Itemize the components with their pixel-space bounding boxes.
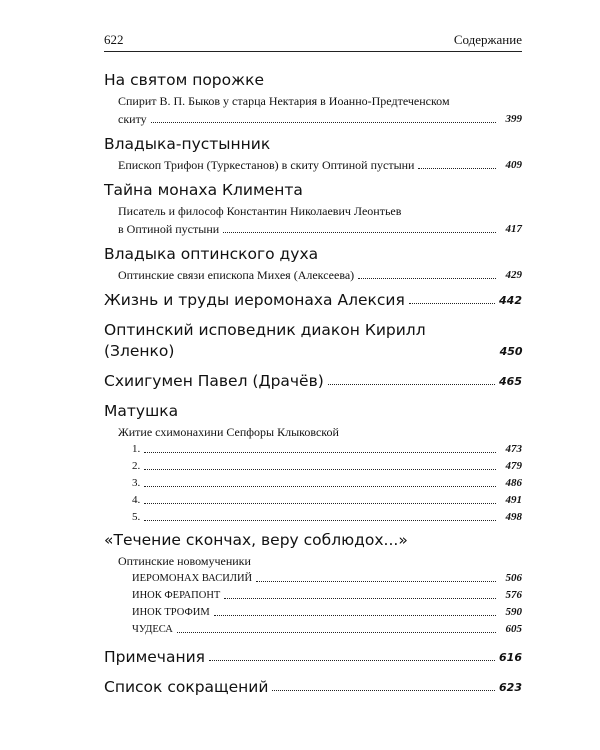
toc-entry-title[interactable] [104,320,522,362]
page-ref: 616 [499,651,522,664]
toc-item[interactable] [104,587,522,604]
toc-item[interactable] [104,458,522,475]
leader-dots [209,660,495,661]
page-ref: 417 [505,223,522,235]
page-ref: 442 [499,294,522,307]
page-ref: 590 [505,606,522,618]
running-title: Содержание [453,32,522,47]
toc-item[interactable] [104,475,522,492]
toc-subentry[interactable] [104,156,522,174]
leader-dots [144,520,496,521]
toc-entry-title[interactable] [104,647,522,668]
item-label: ИЕРОМОНАХ ВАСИЛИЙ [132,573,253,584]
leader-dots [214,615,496,616]
toc-item[interactable] [104,570,522,587]
page-ref: 605 [505,623,522,635]
leader-dots [151,122,496,123]
toc-entry [104,244,522,284]
toc-entry [104,320,522,362]
page-header [104,26,522,52]
toc-title-text: На святом порожке [104,71,264,89]
item-label: ИНОК ТРОФИМ [132,607,210,618]
toc-title-text: Тайна монаха Климента [104,181,303,199]
leader-dots [144,503,496,504]
toc-entry [104,530,522,638]
leader-dots [144,452,496,453]
toc-title-text: Примечания [104,648,205,666]
toc-subentry[interactable] [104,220,522,238]
toc-title-text: Жизнь и труды иеромонаха Алексия [104,291,405,309]
toc-subentry [104,92,522,110]
toc-title-text: «Течение скончах, веру соблюдох...» [104,531,408,549]
item-label: ИНОК ФЕРАПОНТ [132,590,221,601]
toc-item[interactable] [104,492,522,509]
toc-entry [104,134,522,174]
page-ref: 399 [505,113,522,125]
leader-dots [409,303,495,304]
subentry-text: в Оптиной пустыни [118,222,220,236]
toc-subentry [104,423,522,441]
toc-subentry[interactable] [104,110,522,128]
leader-dots [358,278,496,279]
toc-entry [104,647,522,668]
toc-entry [104,677,522,698]
leader-dots [177,632,496,633]
page-ref: 465 [499,375,522,388]
subentry-text: Спирит В. П. Быков у старца Нектария в Иоанно-Предтеченском [118,94,450,108]
item-label: ЧУДЕСА [132,624,173,635]
page-ref: 409 [505,159,522,171]
item-label: 4. [132,494,141,506]
toc-entry-title[interactable] [104,290,522,311]
toc-title-text: Схиигумен Павел (Драчёв) [104,372,324,390]
leader-dots [144,486,496,487]
toc-entry [104,70,522,128]
subentry-text: Житие схимонахини Сепфоры Клыковской [118,425,339,439]
page-number: 622 [104,32,124,47]
toc-item[interactable] [104,509,522,526]
page-ref: 450 [499,345,523,358]
leader-dots [256,581,496,582]
toc-entry [104,401,522,526]
toc-entry-title[interactable] [104,134,522,155]
page-ref: 479 [505,460,522,472]
item-label: 2. [132,460,141,472]
leader-dots [328,384,495,385]
toc-entry-title[interactable] [104,371,522,392]
item-label: 5. [132,511,141,523]
page-ref: 576 [505,589,522,601]
toc-title-text: Владыка-пустынник [104,135,271,153]
toc-title-text: Список сокращений [104,678,269,696]
leader-dots [223,232,496,233]
toc-item[interactable] [104,604,522,621]
toc-entry-title[interactable] [104,677,522,698]
page-ref: 486 [505,477,522,489]
subentry-text: Оптинские новомученики [118,554,251,568]
page-ref: 623 [499,681,522,694]
subentry-text: скиту [118,112,147,126]
toc-subentry[interactable] [104,266,522,284]
item-label: 3. [132,477,141,489]
item-label: 1. [132,443,141,455]
toc-entry [104,180,522,238]
toc-entry-title[interactable] [104,401,522,422]
page-ref: 506 [505,572,522,584]
leader-dots [272,690,495,691]
subentry-text: Епископ Трифон (Туркестанов) в скиту Оптиной пустыни [118,158,415,172]
toc-entry [104,290,522,311]
toc-entry-title[interactable] [104,530,522,551]
toc-entry-title[interactable] [104,180,522,201]
toc-title-text: Владыка оптинского духа [104,245,319,263]
leader-dots [418,168,496,169]
toc-entry [104,371,522,392]
toc-subentry [104,552,522,570]
toc-entry-title[interactable] [104,244,522,265]
toc-item[interactable] [104,441,522,458]
page-ref: 491 [505,494,522,506]
toc-subentry [104,202,522,220]
page-ref: 498 [505,511,522,523]
leader-dots [144,469,496,470]
leader-dots [224,598,496,599]
page-ref: 473 [505,443,522,455]
page-ref: 429 [505,269,522,281]
table-of-contents [104,70,522,707]
toc-title-text: Оптинский исповедник диакон Кирилл (Зленко) [104,321,426,360]
subentry-text: Оптинские связи епископа Михея (Алексеева) [118,268,355,282]
toc-entry-title[interactable] [104,70,522,91]
toc-title-text: Матушка [104,402,179,420]
toc-item[interactable] [104,621,522,638]
subentry-text: Писатель и философ Константин Николаевич Леонтьев [118,204,402,218]
